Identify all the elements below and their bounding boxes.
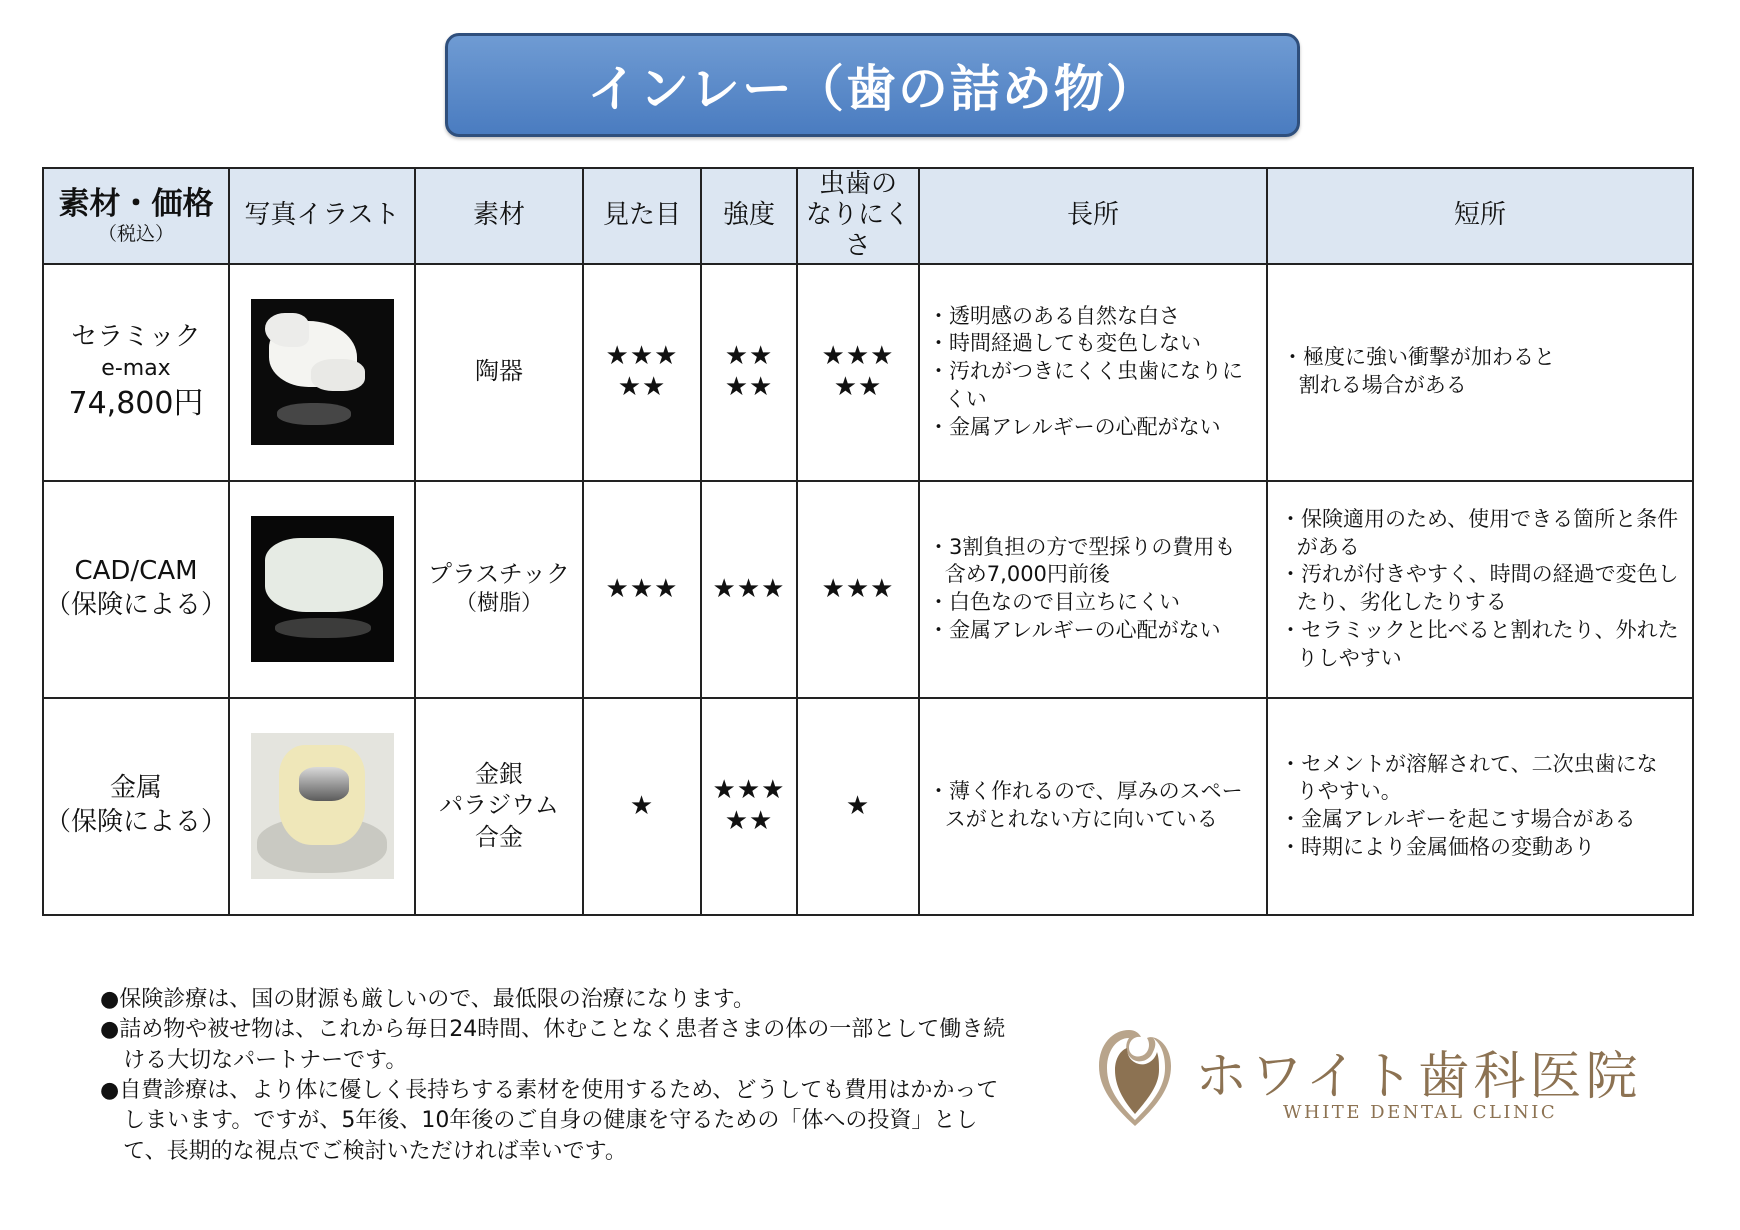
cadcam-inlay-photo [251, 516, 394, 662]
list-item: ・時間経過しても変色しない [928, 331, 1201, 356]
notes [100, 985, 1020, 1167]
clinic-name-ja: ホワイト歯科医院 [1195, 1047, 1642, 1107]
material-price-cell: CAD/CAM （保険による） [43, 481, 229, 698]
tooth-heart-logo-icon [1095, 1022, 1175, 1130]
material-price-cell: 金属 （保険による） [43, 698, 229, 915]
strength-rating: ★★★ [701, 481, 797, 698]
note-item: ●自費診療は、より体に優しく長持ちする素材を使用するため、どうしても費用はかかってしまいます。ですが、5年後、10年後のご自身の健康を守るための「体への投資」として、長期的な視点でご検討いただければ幸いです。 [100, 1078, 999, 1164]
decay-rating: ★ [797, 698, 919, 915]
appearance-rating: ★★★ [583, 481, 701, 698]
ceramic-inlay-photo [251, 299, 394, 445]
clinic-logo [1095, 1022, 1655, 1132]
note-item: ●詰め物や被せ物は、これから毎日24時間、休むことなく患者さまの体の一部として働き続ける大切なパートナーです。 [100, 1017, 1006, 1073]
header-appearance: 見た目 [583, 168, 701, 264]
material-cell: プラスチック （樹脂） [415, 481, 583, 698]
header-strength: 強度 [701, 168, 797, 264]
note-item: ●保険診療は、国の財源も厳しいので、最低限の治療になります。 [100, 987, 755, 1012]
header-material-price: 素材・価格 （税込） [43, 168, 229, 264]
pros-cell [919, 698, 1267, 915]
header-decay-resistance: 虫歯の なりにくさ [797, 168, 919, 264]
clinic-name-en: WHITE DENTAL CLINIC [1283, 1102, 1558, 1123]
photo-cell [229, 481, 415, 698]
list-item: ・白色なので目立ちにくい [928, 590, 1180, 615]
header-pros: 長所 [919, 168, 1267, 264]
list-item: ・3割負担の方で型採りの費用も含め7,000円前後 [928, 534, 1236, 587]
cons-cell [1267, 698, 1693, 915]
decay-rating: ★★★ [797, 481, 919, 698]
title-banner [445, 33, 1300, 137]
header-cons: 短所 [1267, 168, 1693, 264]
list-item: ・透明感のある自然な白さ [928, 303, 1180, 328]
appearance-rating: ★ [583, 698, 701, 915]
page-title: インレー（歯の詰め物） [587, 60, 1158, 118]
material-cell: 陶器 [415, 264, 583, 481]
list-item: ・汚れがつきにくく虫歯になりにくい [928, 359, 1243, 411]
table-header-row [43, 168, 1693, 264]
strength-rating: ★★ ★★ [701, 264, 797, 481]
photo-cell [229, 264, 415, 481]
decay-rating: ★★★ ★★ [797, 264, 919, 481]
comparison-table [42, 167, 1694, 916]
material-price-cell: セラミック e-max 74,800円 [43, 264, 229, 481]
list-item: ・極度に強い衝撃が加わると割れる場合がある [1282, 345, 1555, 398]
list-item: ・時期により金属価格の変動あり [1280, 834, 1595, 859]
list-item: ・金属アレルギーを起こす場合がある [1280, 807, 1636, 832]
strength-rating: ★★★ ★★ [701, 698, 797, 915]
pros-cell [919, 481, 1267, 698]
metal-inlay-photo [251, 733, 394, 879]
pros-cell [919, 264, 1267, 481]
list-item: ・汚れが付きやすく、時間の経過で変色したり、劣化したりする [1280, 562, 1679, 615]
table-row-ceramic [43, 264, 1693, 481]
table-row-cadcam [43, 481, 1693, 698]
list-item: ・保険適用のため、使用できる箇所と条件がある [1280, 506, 1679, 559]
header-material: 素材 [415, 168, 583, 264]
material-cell: 金銀 パラジウム 合金 [415, 698, 583, 915]
list-item: ・セラミックと比べると割れたり、外れたりしやすい [1280, 617, 1679, 670]
header-photo: 写真イラスト [229, 168, 415, 264]
list-item: ・金属アレルギーの心配がない [928, 414, 1221, 439]
cons-cell [1267, 481, 1693, 698]
photo-cell [229, 698, 415, 915]
list-item: ・セメントが溶解されて、二次虫歯になりやすい。 [1280, 751, 1658, 804]
table-row-metal [43, 698, 1693, 915]
list-item: ・金属アレルギーの心配がない [928, 617, 1221, 642]
list-item: ・薄く作れるので、厚みのスペースがとれない方に向いている [928, 779, 1243, 832]
cons-cell [1267, 264, 1693, 481]
appearance-rating: ★★★ ★★ [583, 264, 701, 481]
